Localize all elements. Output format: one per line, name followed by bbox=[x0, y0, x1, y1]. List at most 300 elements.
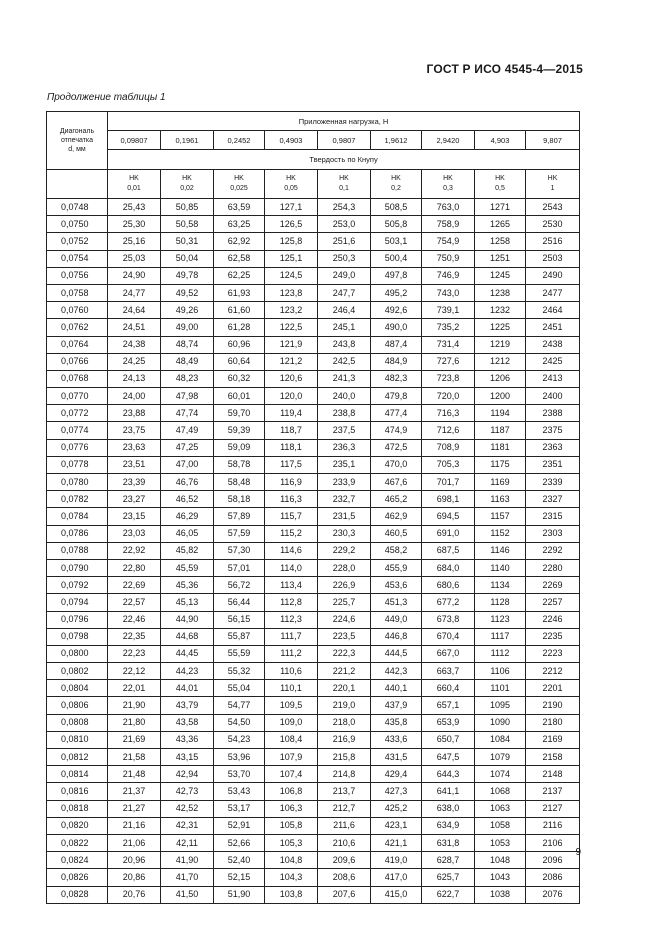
hardness-cell: 1101 bbox=[475, 680, 526, 697]
diagonal-cell: 0,0788 bbox=[47, 542, 108, 559]
hardness-cell: 42,11 bbox=[161, 834, 214, 851]
hardness-cell: 21,06 bbox=[108, 834, 161, 851]
hardness-cell: 479,8 bbox=[371, 388, 422, 405]
hardness-cell: 54,23 bbox=[214, 731, 265, 748]
hardness-cell: 505,8 bbox=[371, 216, 422, 233]
hk-scale-header bbox=[161, 170, 214, 199]
diagonal-cell: 0,0828 bbox=[47, 886, 108, 903]
hardness-cell: 22,46 bbox=[108, 611, 161, 628]
hardness-cell: 427,3 bbox=[371, 783, 422, 800]
hk-scales-row bbox=[47, 170, 580, 199]
table-row bbox=[47, 508, 580, 525]
diagonal-cell: 0,0766 bbox=[47, 353, 108, 370]
hardness-cell: 216,9 bbox=[318, 731, 371, 748]
hardness-cell: 2180 bbox=[526, 714, 580, 731]
hardness-cell: 1090 bbox=[475, 714, 526, 731]
hardness-cell: 663,7 bbox=[422, 663, 475, 680]
hardness-cell: 492,6 bbox=[371, 302, 422, 319]
hardness-cell: 684,0 bbox=[422, 559, 475, 576]
hardness-cell: 47,00 bbox=[161, 456, 214, 473]
diagonal-cell: 0,0752 bbox=[47, 233, 108, 250]
table-row bbox=[47, 267, 580, 284]
hardness-cell: 1206 bbox=[475, 370, 526, 387]
hardness-cell: 223,5 bbox=[318, 628, 371, 645]
hardness-cell: 127,1 bbox=[265, 199, 318, 216]
hardness-cell: 215,8 bbox=[318, 749, 371, 766]
table-row bbox=[47, 405, 580, 422]
hardness-cell: 687,5 bbox=[422, 542, 475, 559]
hardness-cell: 43,58 bbox=[161, 714, 214, 731]
hardness-cell: 219,0 bbox=[318, 697, 371, 714]
hardness-cell: 52,15 bbox=[214, 869, 265, 886]
hardness-cell: 23,39 bbox=[108, 474, 161, 491]
hardness-cell: 2339 bbox=[526, 474, 580, 491]
diagonal-cell: 0,0796 bbox=[47, 611, 108, 628]
hardness-cell: 44,01 bbox=[161, 680, 214, 697]
hk-scale-value: 0,1 bbox=[339, 185, 349, 192]
hardness-cell: 2425 bbox=[526, 353, 580, 370]
hardness-cell: 625,7 bbox=[422, 869, 475, 886]
hardness-cell: 210,6 bbox=[318, 834, 371, 851]
hardness-cell: 2127 bbox=[526, 800, 580, 817]
hardness-cell: 440,1 bbox=[371, 680, 422, 697]
hardness-cell: 698,1 bbox=[422, 491, 475, 508]
diagonal-cell: 0,0760 bbox=[47, 302, 108, 319]
hardness-cell: 2351 bbox=[526, 456, 580, 473]
hardness-cell: 2235 bbox=[526, 628, 580, 645]
table-row bbox=[47, 216, 580, 233]
hardness-cell: 21,58 bbox=[108, 749, 161, 766]
load-value-header: 0,09807 bbox=[108, 131, 161, 150]
hardness-cell: 435,8 bbox=[371, 714, 422, 731]
hardness-cell: 115,7 bbox=[265, 508, 318, 525]
hardness-cell: 24,51 bbox=[108, 319, 161, 336]
hardness-cell: 44,90 bbox=[161, 611, 214, 628]
hardness-cell: 115,2 bbox=[265, 525, 318, 542]
hardness-cell: 22,69 bbox=[108, 577, 161, 594]
hardness-cell: 53,43 bbox=[214, 783, 265, 800]
hardness-cell: 250,3 bbox=[318, 250, 371, 267]
diagonal-cell: 0,0820 bbox=[47, 817, 108, 834]
table-row bbox=[47, 319, 580, 336]
hardness-cell: 212,7 bbox=[318, 800, 371, 817]
hardness-cell: 458,2 bbox=[371, 542, 422, 559]
hardness-cell: 47,25 bbox=[161, 439, 214, 456]
hardness-cell: 229,2 bbox=[318, 542, 371, 559]
hardness-cell: 20,86 bbox=[108, 869, 161, 886]
hardness-cell: 1112 bbox=[475, 645, 526, 662]
hardness-cell: 2257 bbox=[526, 594, 580, 611]
diagonal-cell: 0,0786 bbox=[47, 525, 108, 542]
hk-label: HK bbox=[443, 175, 453, 182]
hardness-cell: 21,90 bbox=[108, 697, 161, 714]
table-row bbox=[47, 869, 580, 886]
hardness-cell: 62,25 bbox=[214, 267, 265, 284]
hardness-cell: 490,0 bbox=[371, 319, 422, 336]
diagonal-cell: 0,0806 bbox=[47, 697, 108, 714]
hardness-cell: 1038 bbox=[475, 886, 526, 903]
hardness-cell: 44,23 bbox=[161, 663, 214, 680]
hardness-cell: 622,7 bbox=[422, 886, 475, 903]
hardness-cell: 23,15 bbox=[108, 508, 161, 525]
hardness-cell: 50,85 bbox=[161, 199, 214, 216]
hk-scale-header bbox=[422, 170, 475, 199]
hardness-cell: 1140 bbox=[475, 559, 526, 576]
diagonal-cell: 0,0764 bbox=[47, 336, 108, 353]
hardness-cell: 423,1 bbox=[371, 817, 422, 834]
hardness-cell: 705,3 bbox=[422, 456, 475, 473]
hardness-cell: 1219 bbox=[475, 336, 526, 353]
hardness-cell: 52,40 bbox=[214, 852, 265, 869]
hardness-cell: 105,3 bbox=[265, 834, 318, 851]
hardness-cell: 638,0 bbox=[422, 800, 475, 817]
hardness-cell: 2280 bbox=[526, 559, 580, 576]
hardness-cell: 121,9 bbox=[265, 336, 318, 353]
hk-scale-value: 1 bbox=[550, 185, 555, 192]
hardness-cell: 56,15 bbox=[214, 611, 265, 628]
hardness-cell: 238,8 bbox=[318, 405, 371, 422]
hardness-cell: 650,7 bbox=[422, 731, 475, 748]
table-row bbox=[47, 783, 580, 800]
hardness-cell: 641,1 bbox=[422, 783, 475, 800]
hardness-cell: 1095 bbox=[475, 697, 526, 714]
table-row bbox=[47, 697, 580, 714]
hk-label: HK bbox=[286, 175, 296, 182]
hk-scale-header bbox=[371, 170, 422, 199]
hk-label: HK bbox=[129, 175, 139, 182]
hardness-cell: 1181 bbox=[475, 439, 526, 456]
table-row bbox=[47, 336, 580, 353]
hardness-cell: 121,2 bbox=[265, 353, 318, 370]
hardness-cell: 1134 bbox=[475, 577, 526, 594]
hardness-cell: 42,31 bbox=[161, 817, 214, 834]
load-value-header: 4,903 bbox=[475, 131, 526, 150]
table-row bbox=[47, 628, 580, 645]
table-row bbox=[47, 800, 580, 817]
hardness-cell: 670,4 bbox=[422, 628, 475, 645]
table-row bbox=[47, 284, 580, 301]
hardness-cell: 126,5 bbox=[265, 216, 318, 233]
hk-scale-header bbox=[108, 170, 161, 199]
hardness-cell: 497,8 bbox=[371, 267, 422, 284]
hardness-cell: 2464 bbox=[526, 302, 580, 319]
table-row bbox=[47, 731, 580, 748]
hardness-cell: 118,7 bbox=[265, 422, 318, 439]
hardness-cell: 46,76 bbox=[161, 474, 214, 491]
hardness-cell: 230,3 bbox=[318, 525, 371, 542]
table-row bbox=[47, 559, 580, 576]
diagonal-spacer-cell bbox=[47, 170, 108, 199]
diagonal-cell: 0,0756 bbox=[47, 267, 108, 284]
hardness-cell: 41,90 bbox=[161, 852, 214, 869]
hardness-cell: 2076 bbox=[526, 886, 580, 903]
hardness-cell: 209,6 bbox=[318, 852, 371, 869]
hardness-cell: 119,4 bbox=[265, 405, 318, 422]
hardness-cell: 42,52 bbox=[161, 800, 214, 817]
hardness-cell: 221,2 bbox=[318, 663, 371, 680]
hardness-cell: 44,45 bbox=[161, 645, 214, 662]
hardness-cell: 45,13 bbox=[161, 594, 214, 611]
hardness-cell: 48,23 bbox=[161, 370, 214, 387]
hardness-cell: 644,3 bbox=[422, 766, 475, 783]
table-row bbox=[47, 353, 580, 370]
hardness-cell: 246,4 bbox=[318, 302, 371, 319]
hardness-cell: 24,77 bbox=[108, 284, 161, 301]
diagonal-column-header bbox=[47, 112, 108, 170]
hardness-cell: 677,2 bbox=[422, 594, 475, 611]
hardness-cell: 22,92 bbox=[108, 542, 161, 559]
hk-label: HK bbox=[391, 175, 401, 182]
hardness-cell: 61,93 bbox=[214, 284, 265, 301]
hardness-cell: 2106 bbox=[526, 834, 580, 851]
hardness-cell: 21,27 bbox=[108, 800, 161, 817]
hardness-cell: 117,5 bbox=[265, 456, 318, 473]
hardness-cell: 462,9 bbox=[371, 508, 422, 525]
hardness-cell: 2375 bbox=[526, 422, 580, 439]
hardness-cell: 660,4 bbox=[422, 680, 475, 697]
hardness-cell: 46,52 bbox=[161, 491, 214, 508]
hardness-cell: 46,05 bbox=[161, 525, 214, 542]
hardness-cell: 735,2 bbox=[422, 319, 475, 336]
hardness-cell: 628,7 bbox=[422, 852, 475, 869]
hardness-cell: 53,96 bbox=[214, 749, 265, 766]
hardness-cell: 2137 bbox=[526, 783, 580, 800]
hardness-cell: 104,8 bbox=[265, 852, 318, 869]
hardness-cell: 500,4 bbox=[371, 250, 422, 267]
table-row bbox=[47, 834, 580, 851]
table-row bbox=[47, 370, 580, 387]
hardness-cell: 43,36 bbox=[161, 731, 214, 748]
hardness-cell: 218,0 bbox=[318, 714, 371, 731]
hardness-cell: 49,00 bbox=[161, 319, 214, 336]
hardness-cell: 45,82 bbox=[161, 542, 214, 559]
hardness-cell: 24,90 bbox=[108, 267, 161, 284]
hardness-cell: 2315 bbox=[526, 508, 580, 525]
hardness-cell: 470,0 bbox=[371, 456, 422, 473]
hardness-cell: 1084 bbox=[475, 731, 526, 748]
hardness-cell: 113,4 bbox=[265, 577, 318, 594]
table-row bbox=[47, 422, 580, 439]
hardness-cell: 208,6 bbox=[318, 869, 371, 886]
hardness-cell: 24,00 bbox=[108, 388, 161, 405]
hardness-cell: 2363 bbox=[526, 439, 580, 456]
hardness-cell: 1043 bbox=[475, 869, 526, 886]
hardness-cell: 1232 bbox=[475, 302, 526, 319]
hardness-cell: 2530 bbox=[526, 216, 580, 233]
hardness-cell: 24,38 bbox=[108, 336, 161, 353]
hardness-cell: 104,3 bbox=[265, 869, 318, 886]
hardness-cell: 21,80 bbox=[108, 714, 161, 731]
hardness-cell: 43,79 bbox=[161, 697, 214, 714]
hk-label: HK bbox=[547, 175, 558, 182]
hardness-cell: 41,50 bbox=[161, 886, 214, 903]
diagonal-cell: 0,0776 bbox=[47, 439, 108, 456]
hardness-cell: 716,3 bbox=[422, 405, 475, 422]
hardness-cell: 2148 bbox=[526, 766, 580, 783]
hardness-cell: 50,58 bbox=[161, 216, 214, 233]
diagonal-cell: 0,0792 bbox=[47, 577, 108, 594]
hardness-cell: 482,3 bbox=[371, 370, 422, 387]
hardness-cell: 2292 bbox=[526, 542, 580, 559]
hardness-cell: 48,74 bbox=[161, 336, 214, 353]
hardness-cell: 251,6 bbox=[318, 233, 371, 250]
hardness-cell: 58,48 bbox=[214, 474, 265, 491]
hardness-cell: 1074 bbox=[475, 766, 526, 783]
hk-label: HK bbox=[182, 175, 192, 182]
hardness-cell: 25,03 bbox=[108, 250, 161, 267]
hardness-cell: 429,4 bbox=[371, 766, 422, 783]
hardness-cell: 437,9 bbox=[371, 697, 422, 714]
diagonal-cell: 0,0772 bbox=[47, 405, 108, 422]
table-row bbox=[47, 680, 580, 697]
hardness-cell: 57,59 bbox=[214, 525, 265, 542]
hardness-cell: 1265 bbox=[475, 216, 526, 233]
hardness-cell: 207,6 bbox=[318, 886, 371, 903]
hardness-cell: 453,6 bbox=[371, 577, 422, 594]
hardness-cell: 743,0 bbox=[422, 284, 475, 301]
hardness-cell: 62,92 bbox=[214, 233, 265, 250]
hardness-cell: 240,0 bbox=[318, 388, 371, 405]
hardness-cell: 22,35 bbox=[108, 628, 161, 645]
hardness-cell: 472,5 bbox=[371, 439, 422, 456]
hardness-cell: 114,6 bbox=[265, 542, 318, 559]
hardness-cell: 1238 bbox=[475, 284, 526, 301]
hardness-cell: 750,9 bbox=[422, 250, 475, 267]
diagonal-cell: 0,0780 bbox=[47, 474, 108, 491]
hardness-cell: 55,04 bbox=[214, 680, 265, 697]
table-row bbox=[47, 250, 580, 267]
table-row bbox=[47, 577, 580, 594]
hardness-cell: 111,7 bbox=[265, 628, 318, 645]
hardness-cell: 415,0 bbox=[371, 886, 422, 903]
hardness-cell: 1128 bbox=[475, 594, 526, 611]
table-caption: Продолжение таблицы 1 bbox=[47, 92, 166, 103]
hardness-cell: 2246 bbox=[526, 611, 580, 628]
hardness-cell: 253,0 bbox=[318, 216, 371, 233]
table-row bbox=[47, 439, 580, 456]
hardness-cell: 24,64 bbox=[108, 302, 161, 319]
hardness-cell: 708,9 bbox=[422, 439, 475, 456]
hardness-cell: 42,94 bbox=[161, 766, 214, 783]
hardness-cell: 23,63 bbox=[108, 439, 161, 456]
diagonal-cell: 0,0782 bbox=[47, 491, 108, 508]
diag-header-line-1: Диагональ bbox=[59, 128, 95, 135]
hardness-cell: 495,2 bbox=[371, 284, 422, 301]
hardness-cell: 103,8 bbox=[265, 886, 318, 903]
hardness-cell: 107,4 bbox=[265, 766, 318, 783]
hardness-cell: 58,78 bbox=[214, 456, 265, 473]
hardness-cell: 746,9 bbox=[422, 267, 475, 284]
load-value-header: 0,1961 bbox=[161, 131, 214, 150]
load-value-header: 0,2452 bbox=[214, 131, 265, 150]
hardness-cell: 2413 bbox=[526, 370, 580, 387]
hardness-cell: 508,5 bbox=[371, 199, 422, 216]
hardness-cell: 47,49 bbox=[161, 422, 214, 439]
table-row bbox=[47, 645, 580, 662]
hardness-cell: 59,70 bbox=[214, 405, 265, 422]
table-row bbox=[47, 749, 580, 766]
hardness-cell: 123,2 bbox=[265, 302, 318, 319]
hardness-cell: 667,0 bbox=[422, 645, 475, 662]
table-row bbox=[47, 456, 580, 473]
hk-label: HK bbox=[495, 175, 505, 182]
hardness-cell: 106,3 bbox=[265, 800, 318, 817]
hardness-cell: 763,0 bbox=[422, 199, 475, 216]
hk-scale-header bbox=[526, 170, 580, 199]
hardness-cell: 57,01 bbox=[214, 559, 265, 576]
hardness-cell: 123,8 bbox=[265, 284, 318, 301]
hk-scale-header bbox=[318, 170, 371, 199]
hardness-cell: 21,37 bbox=[108, 783, 161, 800]
hk-scale-value: 0,01 bbox=[127, 185, 141, 192]
hardness-group-header: Твердость по Кнупу bbox=[108, 150, 580, 170]
hardness-cell: 110,1 bbox=[265, 680, 318, 697]
hardness-cell: 20,76 bbox=[108, 886, 161, 903]
hardness-cell: 124,5 bbox=[265, 267, 318, 284]
hardness-cell: 1068 bbox=[475, 783, 526, 800]
hardness-cell: 1106 bbox=[475, 663, 526, 680]
hardness-cell: 247,7 bbox=[318, 284, 371, 301]
hk-scale-value: 0,02 bbox=[180, 185, 194, 192]
diagonal-cell: 0,0826 bbox=[47, 869, 108, 886]
hardness-cell: 122,5 bbox=[265, 319, 318, 336]
hk-scale-value: 0,5 bbox=[495, 185, 505, 192]
diagonal-cell: 0,0822 bbox=[47, 834, 108, 851]
hardness-cell: 1194 bbox=[475, 405, 526, 422]
diag-header-line-2: отпечатка bbox=[60, 137, 94, 144]
hardness-cell: 110,6 bbox=[265, 663, 318, 680]
hardness-cell: 1079 bbox=[475, 749, 526, 766]
hardness-cell: 2223 bbox=[526, 645, 580, 662]
hardness-cell: 647,5 bbox=[422, 749, 475, 766]
hardness-cell: 2388 bbox=[526, 405, 580, 422]
hardness-cell: 235,1 bbox=[318, 456, 371, 473]
hardness-cell: 125,8 bbox=[265, 233, 318, 250]
hardness-cell: 634,9 bbox=[422, 817, 475, 834]
table-row bbox=[47, 525, 580, 542]
hardness-cell: 694,5 bbox=[422, 508, 475, 525]
hardness-cell: 2438 bbox=[526, 336, 580, 353]
hardness-cell: 2158 bbox=[526, 749, 580, 766]
hardness-cell: 57,30 bbox=[214, 542, 265, 559]
diagonal-cell: 0,0774 bbox=[47, 422, 108, 439]
hardness-cell: 2096 bbox=[526, 852, 580, 869]
knoop-hardness-table bbox=[46, 111, 580, 904]
diagonal-cell: 0,0812 bbox=[47, 749, 108, 766]
hardness-cell: 739,1 bbox=[422, 302, 475, 319]
diagonal-cell: 0,0804 bbox=[47, 680, 108, 697]
hardness-cell: 237,5 bbox=[318, 422, 371, 439]
hardness-cell: 112,3 bbox=[265, 611, 318, 628]
document-standard-header: ГОСТ Р ИСО 4545-4—2015 bbox=[426, 62, 583, 76]
table-row bbox=[47, 542, 580, 559]
hardness-cell: 731,4 bbox=[422, 336, 475, 353]
hardness-cell: 1258 bbox=[475, 233, 526, 250]
hardness-cell: 419,0 bbox=[371, 852, 422, 869]
hardness-cell: 503,1 bbox=[371, 233, 422, 250]
table-row bbox=[47, 886, 580, 903]
load-value-header: 0,4903 bbox=[265, 131, 318, 150]
hardness-cell: 455,9 bbox=[371, 559, 422, 576]
hardness-cell: 60,32 bbox=[214, 370, 265, 387]
hardness-cell: 23,88 bbox=[108, 405, 161, 422]
table-row bbox=[47, 302, 580, 319]
hardness-cell: 61,60 bbox=[214, 302, 265, 319]
diagonal-cell: 0,0816 bbox=[47, 783, 108, 800]
hardness-cell: 50,04 bbox=[161, 250, 214, 267]
load-values-row bbox=[47, 131, 580, 150]
table-body bbox=[47, 199, 580, 904]
